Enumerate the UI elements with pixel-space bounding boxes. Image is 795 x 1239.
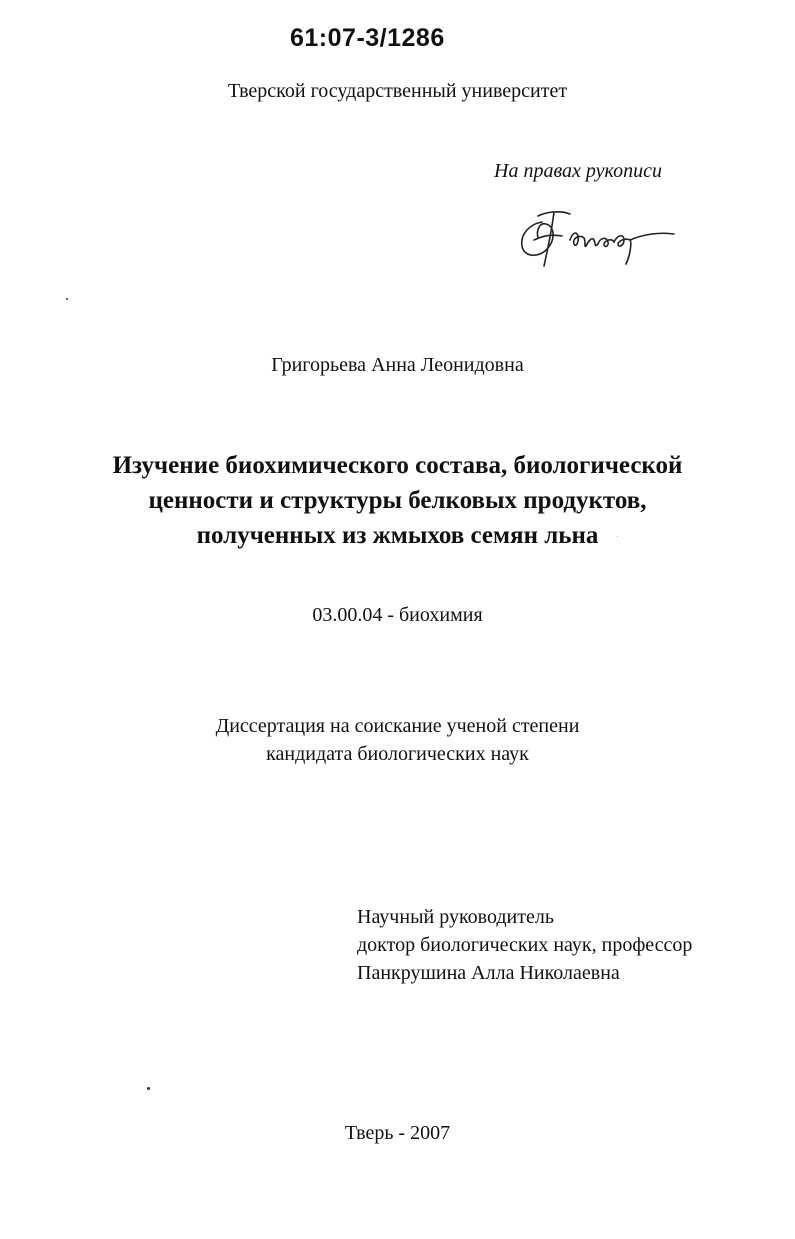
city-year: Тверь - 2007 [344, 1122, 451, 1144]
manuscript-rights-note: На правах рукописи [494, 160, 662, 182]
catalog-stamp-number: 61:07-3/1286 [290, 24, 445, 52]
author-name: Григорьева Анна Леонидовна [271, 354, 524, 376]
scan-speck [147, 1087, 150, 1090]
scan-speck [617, 536, 618, 537]
scan-speck [66, 298, 68, 300]
supervisor-degree: доктор биологических наук, профессор [357, 934, 693, 956]
university-name: Тверской государственный университет [227, 80, 568, 102]
handwritten-signature-icon [512, 200, 682, 275]
dissertation-title [0, 448, 795, 553]
degree-line: кандидата биологических наук [266, 743, 529, 765]
title-line: ценности и структуры белковых продуктов, [148, 487, 647, 514]
degree-statement [0, 712, 795, 768]
supervisor-role: Научный руководитель [357, 906, 554, 928]
degree-line: Диссертация на соискание ученой степени [215, 715, 580, 737]
supervisor-name: Панкрушина Алла Николаевна [357, 962, 620, 984]
title-line: Изучение биохимического состава, биологической [112, 452, 683, 479]
title-line: полученных из жмыхов семян льна [196, 522, 599, 549]
supervisor-block [357, 903, 692, 987]
specialty-code: 03.00.04 - биохимия [312, 604, 483, 626]
